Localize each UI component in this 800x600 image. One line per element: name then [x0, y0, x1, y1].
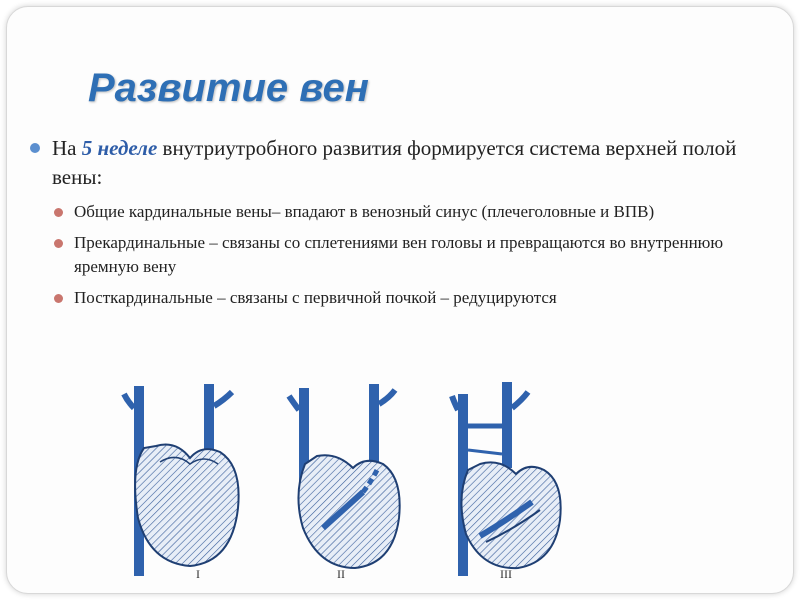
sub-bullet-list — [30, 200, 780, 310]
sub-bullet-item — [52, 200, 780, 224]
stage-label: III — [500, 567, 512, 581]
main-bullet-emphasis: 5 неделе — [81, 136, 158, 160]
stage-3-figure — [452, 382, 561, 581]
sub-bullet-dot-icon — [54, 239, 63, 248]
stage-label: II — [337, 567, 345, 581]
heart-stage-1 — [135, 445, 239, 567]
main-bullet — [30, 134, 780, 192]
sub-bullet-text: Посткардинальные – связаны с первичной почкой – редуцируются — [74, 288, 557, 307]
slide-title: Развитие вен — [88, 66, 369, 110]
sub-bullet-item — [52, 286, 780, 310]
sub-bullet-text: Прекардинальные – связаны со сплетениями вен головы и превращаются во внутреннюю яремную вену — [74, 233, 724, 276]
vein-right-stage-3 — [502, 382, 512, 468]
slide-content — [30, 134, 780, 317]
bullet-dot-icon — [30, 143, 40, 153]
stage-2-figure — [289, 384, 400, 581]
stage-1-figure — [124, 384, 239, 581]
sub-bullet-dot-icon — [54, 294, 63, 303]
sub-bullet-text: Общие кардинальные вены– впадают в венозный синус (плечеголовные и ВПВ) — [74, 202, 655, 221]
heart-stage-2 — [298, 455, 399, 568]
sub-bullet-dot-icon — [54, 208, 63, 217]
stage-label: I — [196, 567, 200, 581]
sub-bullet-item — [52, 231, 780, 279]
vein-development-illustration — [120, 378, 580, 588]
main-bullet-prefix: На — [52, 136, 82, 160]
main-bullet-suffix: внутриутробного развития формируется система верхней полой вены: — [52, 136, 737, 189]
